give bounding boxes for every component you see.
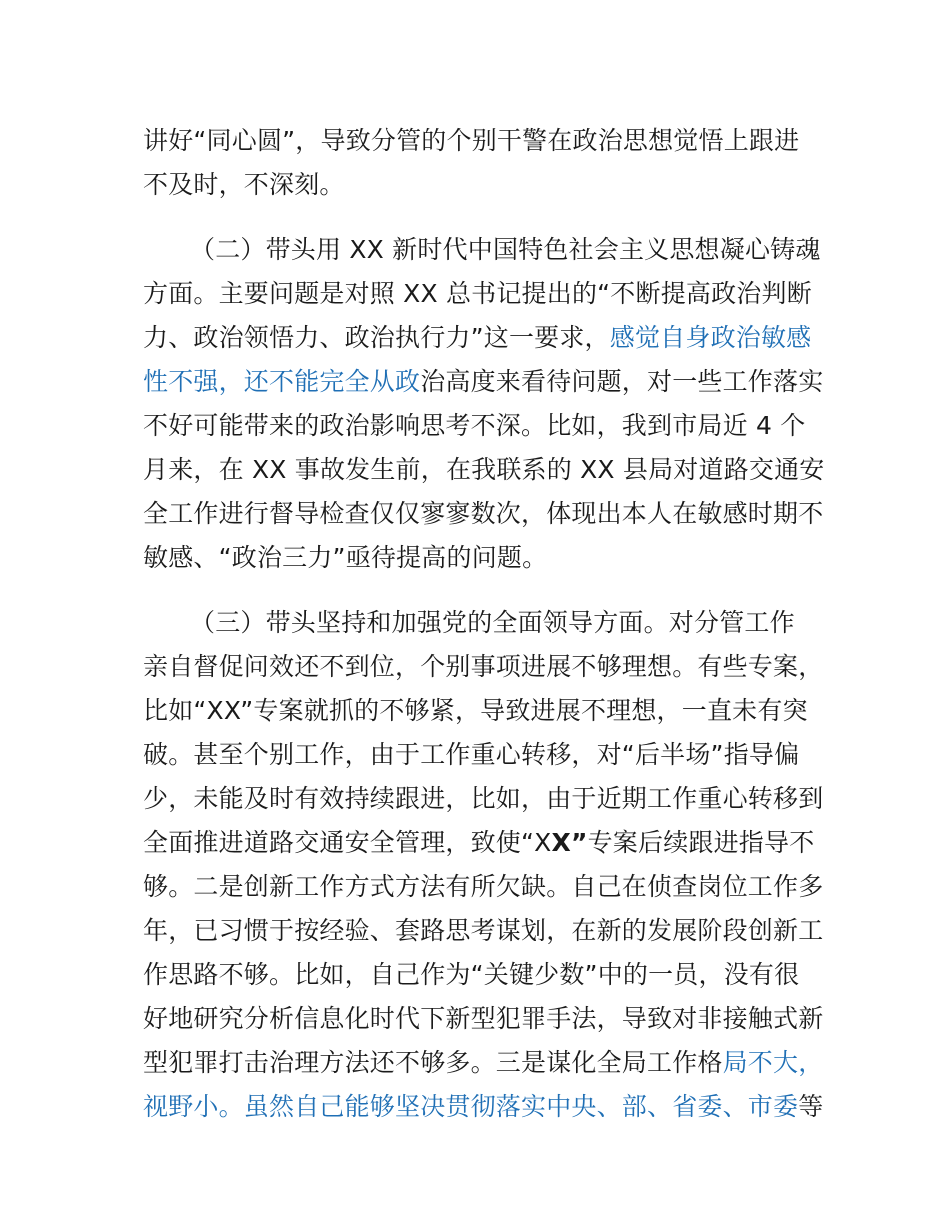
paragraph-3-line-3: 比如“XX”专案就抓的不够紧，导致进展不理想，一直未有突 [143, 696, 808, 725]
paragraph-3-line-6-text-a: 全面推进道路交通安全管理，致使“X [143, 828, 552, 857]
paragraph-3-line-12-highlight: 视野小。虽然自己能够坚决贯彻落实中央、部、省委、市委 [143, 1092, 799, 1121]
paragraph-3-line-12-text: 等 [798, 1092, 824, 1121]
paragraph-2-line-8: 敏感、“政治三力”亟待提高的问题。 [143, 543, 548, 572]
paragraph-2-line-2: 方面。主要问题是对照 XX 总书记提出的“不断提高政治判断 [143, 279, 812, 308]
paragraph-2-line-4-highlight: 性不强，还不能完全从政 [143, 367, 421, 396]
paragraph-2-line-3-highlight: 感觉自身政治敏感 [609, 323, 812, 352]
paragraph-3-line-10: 好地研究分析信息化时代下新型犯罪手法，导致对非接触式新 [143, 1004, 824, 1033]
paragraph-3-line-9: 作思路不够。比如，自己作为“关键少数”中的一员，没有很 [143, 960, 800, 989]
paragraph-3-line-12 [143, 1092, 823, 1122]
paragraph-1-line-1: 讲好“同心圆”，导致分管的个别干警在政治思想觉悟上跟进 [143, 126, 800, 155]
paragraph-2-line-3 [143, 323, 811, 353]
paragraph-3-line-4: 破。甚至个别工作，由于工作重心转移，对“后半场”指导偏 [143, 740, 800, 769]
paragraph-3-line-8: 年，已习惯于按经验、套路思考谋划，在新的发展阶段创新工 [143, 916, 824, 945]
paragraph-3-line-5: 少，未能及时有效持续跟进，比如，由于近期工作重心转移到 [143, 784, 824, 813]
paragraph-2-line-7: 全工作进行督导检查仅仅寥寥数次，体现出本人在敏感时期不 [143, 499, 824, 528]
paragraph-2-line-1: （二）带头用 XX 新时代中国特色社会主义思想凝心铸魂 [190, 235, 821, 264]
paragraph-2-line-3-text: 力、政治领悟力、政治执行力”这一要求， [143, 323, 610, 352]
paragraph-3-line-6-bold: X” [551, 828, 588, 857]
paragraph-3-line-6-text-b: 专案后续跟进指导不 [587, 828, 815, 857]
paragraph-3-line-11-highlight: 局不大， [722, 1048, 824, 1077]
paragraph-3-line-1: （三）带头坚持和加强党的全面领导方面。对分管工作 [190, 608, 795, 637]
paragraph-2-line-6: 月来，在 XX 事故发生前，在我联系的 XX 县局对道路交通安 [143, 455, 825, 484]
paragraph-1-line-2: 不及时，不深刻。 [143, 170, 345, 199]
paragraph-2-line-4-text: 治高度来看待问题，对一些工作落实 [420, 367, 824, 396]
paragraph-2-line-4 [143, 367, 823, 397]
paragraph-2-line-5: 不好可能带来的政治影响思考不深。比如，我到市局近 4 个 [143, 411, 806, 440]
paragraph-3-line-7: 够。二是创新工作方式方法有所欠缺。自己在侦查岗位工作多 [143, 872, 824, 901]
paragraph-3-line-11-text: 型犯罪打击治理方法还不够多。三是谋化全局工作格 [143, 1048, 723, 1077]
paragraph-3-line-11 [143, 1048, 823, 1078]
paragraph-3-line-6 [143, 828, 814, 858]
paragraph-3-line-2: 亲自督促问效还不到位，个别事项进展不够理想。有些专案， [143, 652, 824, 681]
